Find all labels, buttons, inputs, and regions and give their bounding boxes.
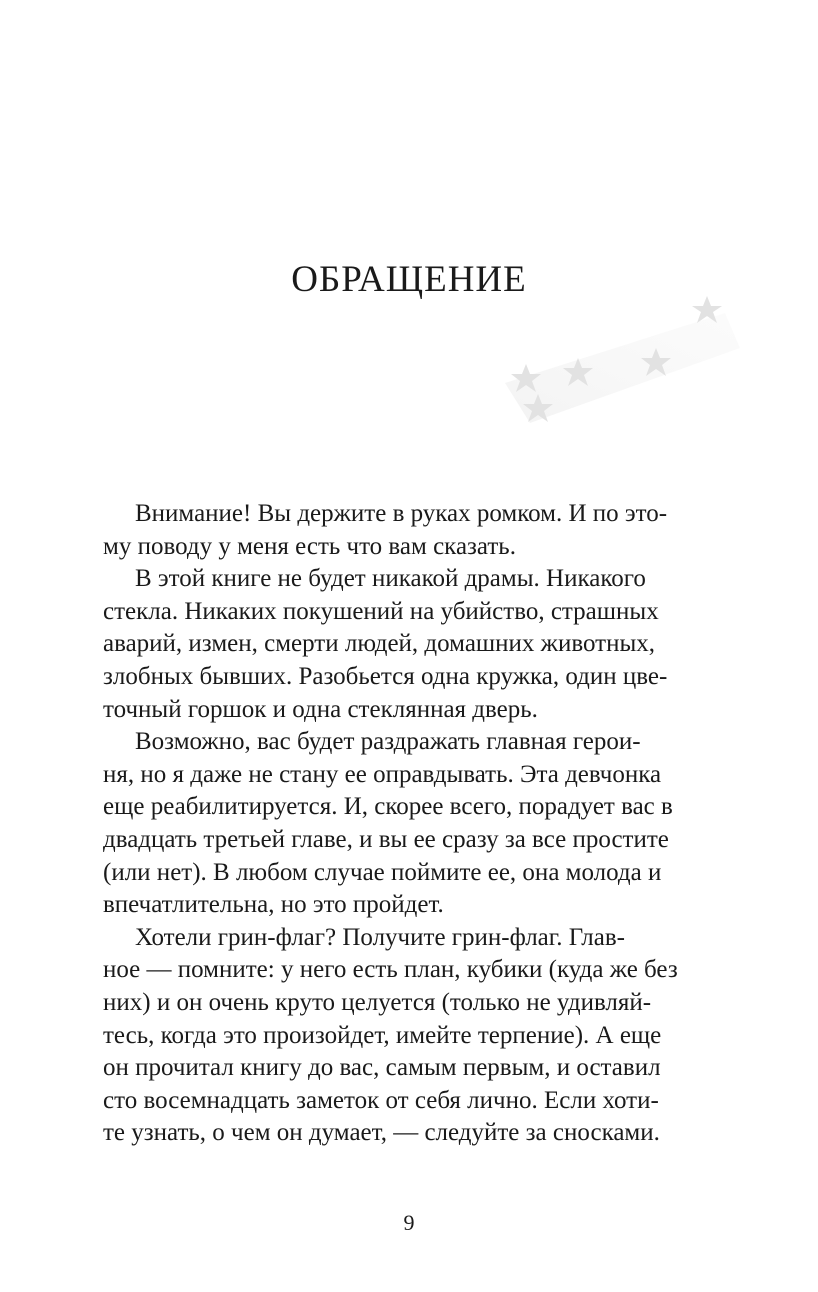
text-line: впечатлительна, но это пройдет. — [103, 891, 444, 919]
page-number: 9 — [403, 1210, 415, 1235]
text-line: точный горшок и одна стеклянная дверь. — [103, 695, 538, 723]
text-line: он прочитал книгу до вас, самым первым, и оставил — [103, 1054, 661, 1082]
text-line: му поводу у меня есть что вам сказать. — [103, 532, 516, 560]
stars-icon — [500, 288, 750, 438]
text-line: них) и он очень круто целуется (только не удивляй- — [103, 988, 652, 1016]
text-line: ное — помните: у него есть план, кубики (куда же без — [103, 956, 678, 984]
paragraph-4 — [103, 922, 720, 1150]
text-line: (или нет). В любом случае поймите ее, она молода и — [103, 858, 662, 886]
text-line: аварий, измен, смерти людей, домашних животных, — [103, 630, 655, 658]
text-line: злобных бывших. Разобьется одна кружка, один цве- — [103, 662, 668, 690]
text-line: ня, но я даже не стану ее оправдывать. Эта девчонка — [103, 760, 662, 788]
text-line: те узнать, о чем он думает, — следуйте за сносками. — [103, 1119, 660, 1147]
text-line: Возможно, вас будет раздражать главная герои- — [135, 728, 641, 756]
text-line: тесь, когда это произойдет, имейте терпение). А еще — [103, 1021, 662, 1049]
body-text — [103, 498, 720, 1150]
chapter-title: ОБРАЩЕНИЕ — [291, 259, 527, 300]
text-line: Хотели грин-флаг? Получите грин-флаг. Глав- — [135, 923, 625, 951]
text-line: В этой книге не будет никакой драмы. Никакого — [135, 565, 646, 593]
text-line: сто восемнадцать заметок от себя лично. Если хоти- — [103, 1086, 659, 1114]
text-line: двадцать третьей главе, и вы ее сразу за все простите — [103, 825, 669, 853]
paragraph-2 — [103, 563, 720, 726]
text-line: стекла. Никаких покушений на убийство, страшных — [103, 597, 659, 625]
text-line: еще реабилитируется. И, скорее всего, порадует вас в — [103, 793, 673, 821]
paragraph-3 — [103, 726, 720, 922]
text-line: Внимание! Вы держите в руках ромком. И по это- — [135, 500, 668, 527]
paragraph-1 — [103, 498, 720, 563]
